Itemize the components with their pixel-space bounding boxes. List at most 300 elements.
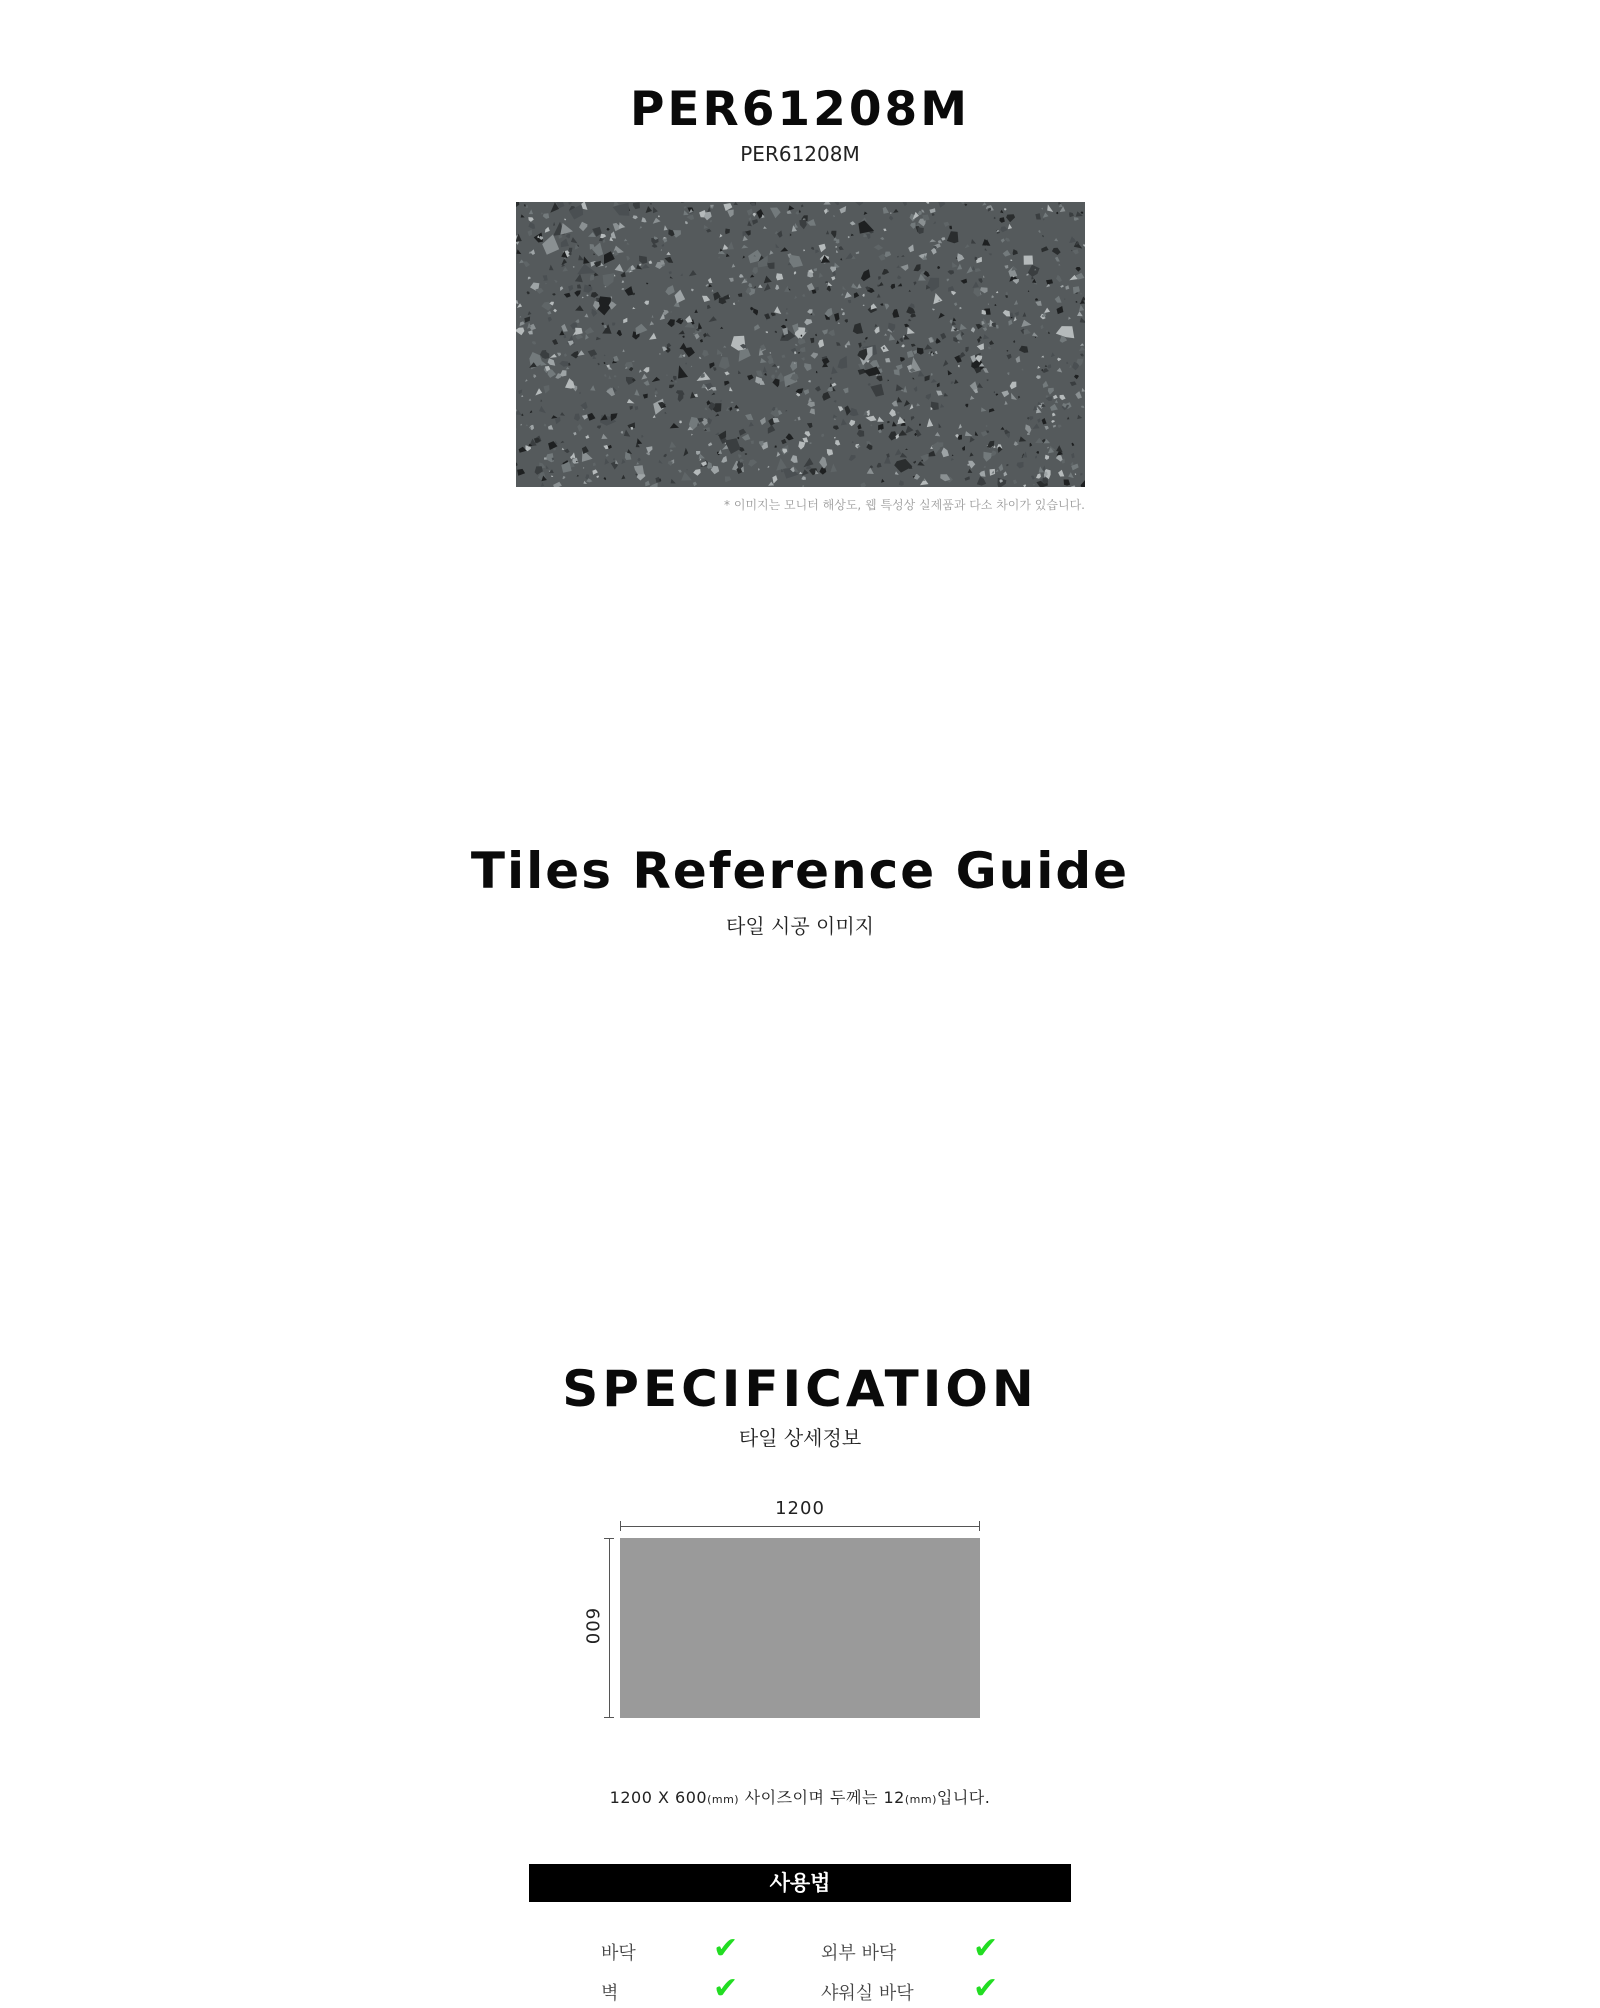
stone-chip bbox=[976, 324, 983, 330]
stone-chip bbox=[1055, 400, 1058, 404]
stone-chip bbox=[639, 370, 642, 373]
stone-chip bbox=[528, 217, 534, 222]
stone-chip bbox=[918, 370, 924, 376]
stone-chip bbox=[1033, 405, 1038, 410]
stone-chip bbox=[727, 242, 734, 250]
stone-chip bbox=[691, 434, 693, 436]
stone-chip bbox=[931, 373, 933, 376]
stone-chip bbox=[894, 459, 912, 473]
stone-chip bbox=[835, 440, 840, 446]
spec-desc-unit-2: (mm) bbox=[904, 1793, 937, 1806]
stone-chip bbox=[965, 204, 968, 207]
stone-chip bbox=[732, 264, 736, 268]
stone-chip bbox=[739, 349, 751, 362]
stone-chip bbox=[839, 246, 844, 250]
stone-chip bbox=[587, 413, 595, 421]
stone-chip bbox=[807, 402, 815, 408]
stone-chip bbox=[896, 340, 899, 344]
stone-chip bbox=[971, 239, 976, 244]
stone-chip bbox=[1016, 356, 1021, 363]
stone-chip bbox=[1007, 372, 1009, 375]
stone-chip bbox=[585, 436, 589, 439]
stone-chip bbox=[973, 288, 981, 297]
stone-chip bbox=[1036, 451, 1039, 454]
stone-chip bbox=[864, 367, 881, 377]
stone-chip bbox=[1041, 208, 1043, 210]
stone-chip bbox=[889, 216, 893, 221]
usage-label-wall: 벽 bbox=[601, 1983, 619, 2004]
stone-chip bbox=[737, 437, 739, 439]
stone-chip bbox=[909, 290, 911, 292]
height-dimension-line bbox=[609, 1538, 610, 1718]
stone-chip bbox=[1057, 358, 1061, 362]
stone-chip bbox=[745, 414, 753, 420]
stone-chip bbox=[1069, 236, 1076, 243]
stone-chip bbox=[815, 334, 817, 336]
stone-chip bbox=[874, 327, 879, 334]
stone-chip bbox=[1082, 388, 1085, 392]
stone-chip bbox=[1000, 210, 1003, 214]
stone-chip bbox=[541, 399, 543, 402]
stone-chip bbox=[845, 341, 850, 346]
stone-chip bbox=[517, 249, 522, 254]
stone-chip bbox=[552, 339, 558, 345]
stone-chip bbox=[737, 300, 739, 302]
tile-photo bbox=[516, 202, 1085, 487]
stone-chip bbox=[571, 351, 579, 359]
stone-chip bbox=[680, 273, 682, 276]
stone-chip bbox=[858, 343, 861, 349]
stone-chip bbox=[519, 447, 527, 453]
check-icon: ✔ bbox=[713, 1931, 739, 1966]
stone-chip bbox=[979, 336, 981, 339]
stone-chip bbox=[749, 422, 754, 427]
stone-chip bbox=[1006, 292, 1009, 296]
stone-chip bbox=[520, 424, 522, 426]
stone-chip bbox=[772, 379, 779, 388]
stone-chip bbox=[699, 357, 701, 359]
stone-chip bbox=[685, 315, 692, 322]
stone-chip bbox=[1052, 248, 1061, 255]
stone-chip bbox=[790, 362, 797, 372]
stone-chip bbox=[591, 292, 599, 298]
stone-chip bbox=[1065, 285, 1069, 290]
stone-chip bbox=[661, 249, 662, 251]
stone-chip bbox=[1031, 475, 1035, 479]
stone-chip bbox=[986, 425, 988, 427]
stone-chip bbox=[1043, 381, 1049, 388]
stone-chip bbox=[554, 280, 557, 283]
stone-chip bbox=[1068, 317, 1071, 320]
stone-chip bbox=[941, 448, 949, 458]
stone-chip bbox=[1076, 301, 1078, 303]
stone-chip bbox=[738, 293, 742, 297]
stone-chip bbox=[970, 437, 975, 443]
stone-chip bbox=[810, 409, 816, 415]
stone-chip bbox=[611, 231, 616, 238]
stone-chip bbox=[1041, 246, 1049, 252]
stone-chip bbox=[985, 248, 988, 251]
stone-chip bbox=[804, 319, 812, 325]
stone-chip bbox=[1056, 326, 1075, 338]
stone-chip bbox=[752, 219, 758, 225]
stone-chip bbox=[988, 303, 989, 304]
stone-chip bbox=[774, 306, 781, 314]
stone-chip bbox=[913, 282, 916, 286]
stone-chip bbox=[799, 220, 807, 230]
stone-chip bbox=[875, 324, 878, 327]
stone-chip bbox=[878, 276, 881, 280]
stone-chip bbox=[913, 350, 917, 355]
stone-chip bbox=[577, 284, 581, 288]
stone-chip bbox=[707, 305, 711, 309]
stone-chip bbox=[926, 393, 931, 399]
check-icon: ✔ bbox=[713, 1971, 739, 2006]
stone-chip bbox=[621, 272, 626, 278]
stone-chip bbox=[685, 362, 687, 364]
stone-chip bbox=[800, 347, 806, 352]
stone-chip bbox=[542, 234, 559, 254]
stone-chip bbox=[819, 273, 824, 278]
stone-chip bbox=[1075, 473, 1077, 475]
stone-chip bbox=[951, 458, 954, 461]
stone-chip bbox=[1037, 402, 1042, 405]
stone-chip bbox=[637, 438, 642, 444]
stone-chip bbox=[634, 465, 644, 474]
stone-chip bbox=[772, 475, 777, 483]
stone-chip bbox=[633, 293, 636, 295]
stone-chip bbox=[1055, 257, 1060, 262]
stone-chip bbox=[588, 349, 598, 357]
stone-chip bbox=[936, 391, 943, 396]
stone-chip bbox=[539, 406, 546, 413]
stone-chip bbox=[970, 452, 974, 456]
stone-chip bbox=[676, 318, 684, 324]
stone-chip bbox=[1071, 443, 1074, 447]
stone-chip bbox=[1044, 426, 1049, 430]
stone-chip bbox=[948, 286, 954, 292]
stone-chip bbox=[683, 210, 688, 215]
stone-chip bbox=[528, 230, 533, 237]
stone-chip bbox=[1007, 350, 1009, 352]
stone-chip bbox=[704, 407, 707, 410]
stone-chip bbox=[649, 260, 653, 264]
stone-chip bbox=[769, 250, 773, 255]
stone-chip bbox=[605, 266, 607, 268]
stone-chip bbox=[822, 329, 828, 334]
stone-chip bbox=[977, 383, 983, 388]
stone-chip bbox=[878, 282, 883, 287]
stone-chip bbox=[558, 235, 562, 239]
stone-chip bbox=[802, 469, 809, 476]
stone-chip bbox=[807, 309, 812, 314]
stone-chip bbox=[544, 424, 547, 427]
stone-chip bbox=[663, 454, 667, 458]
stone-chip bbox=[604, 374, 607, 377]
stone-chip bbox=[770, 352, 772, 354]
check-icon: ✔ bbox=[973, 1971, 999, 2006]
stone-chip bbox=[726, 253, 730, 257]
stone-chip bbox=[636, 462, 639, 465]
stone-chip bbox=[835, 246, 837, 248]
stone-chip bbox=[1023, 329, 1030, 335]
stone-chip bbox=[927, 418, 933, 427]
stone-chip bbox=[686, 215, 694, 220]
stone-chip bbox=[900, 357, 905, 362]
stone-chip bbox=[1038, 230, 1041, 233]
stone-chip bbox=[725, 476, 731, 482]
stone-chip bbox=[886, 453, 890, 458]
stone-chip bbox=[947, 231, 959, 243]
stone-chip bbox=[883, 229, 886, 232]
stone-chip bbox=[767, 466, 769, 468]
stone-chip bbox=[1066, 362, 1068, 365]
stone-chip bbox=[623, 318, 627, 323]
stone-chip bbox=[593, 463, 596, 467]
stone-chip bbox=[1006, 214, 1015, 222]
usage-label-exterior-floor: 외부 바닥 bbox=[821, 1943, 897, 1964]
stone-chip bbox=[552, 293, 555, 295]
stone-chip bbox=[641, 264, 650, 269]
stone-chip bbox=[1030, 443, 1033, 447]
stone-chip bbox=[839, 206, 846, 214]
stone-chip bbox=[992, 323, 997, 327]
stone-chip bbox=[693, 469, 701, 476]
stone-chip bbox=[659, 460, 663, 464]
stone-chip bbox=[734, 202, 739, 205]
stone-chip bbox=[644, 380, 650, 385]
stone-chip bbox=[874, 244, 884, 250]
stone-chip bbox=[937, 383, 940, 388]
stone-chip bbox=[557, 353, 561, 357]
stone-chip bbox=[1045, 365, 1048, 367]
stone-chip bbox=[575, 319, 579, 323]
stone-chip bbox=[850, 408, 859, 416]
stone-chip bbox=[980, 287, 988, 293]
stone-chip bbox=[1060, 285, 1064, 288]
stone-chip bbox=[834, 418, 836, 419]
stone-chip bbox=[646, 282, 648, 284]
stone-chip bbox=[954, 379, 959, 384]
stone-chip bbox=[799, 472, 803, 474]
stone-chip bbox=[1074, 217, 1079, 221]
stone-chip bbox=[965, 431, 973, 436]
stone-chip bbox=[549, 265, 554, 271]
stone-chip bbox=[707, 420, 712, 425]
stone-chip bbox=[724, 371, 729, 375]
stone-chip bbox=[521, 395, 523, 397]
stone-chip bbox=[982, 202, 986, 205]
stone-chip bbox=[719, 234, 722, 238]
stone-chip bbox=[743, 236, 748, 241]
stone-chip bbox=[999, 217, 1004, 223]
stone-chip bbox=[548, 425, 553, 430]
stone-chip bbox=[668, 461, 673, 466]
stone-chip bbox=[715, 432, 720, 435]
stone-chip bbox=[811, 352, 818, 358]
stone-chip bbox=[771, 313, 776, 317]
stone-chip bbox=[1070, 462, 1073, 466]
stone-chip bbox=[1064, 298, 1066, 300]
stone-chip bbox=[543, 275, 548, 281]
stone-chip bbox=[1001, 238, 1005, 242]
stone-chip bbox=[583, 285, 592, 293]
stone-chip bbox=[1027, 274, 1029, 276]
stone-chip bbox=[751, 441, 754, 445]
stone-chip bbox=[887, 421, 891, 424]
stone-chip bbox=[993, 445, 995, 448]
stone-chip bbox=[867, 468, 874, 475]
stone-chip bbox=[901, 344, 904, 347]
usage-label-floor: 바닥 bbox=[601, 1943, 636, 1964]
stone-chip bbox=[1056, 212, 1058, 215]
stone-chip bbox=[764, 276, 772, 284]
stone-chip bbox=[1083, 244, 1085, 246]
stone-chip bbox=[882, 269, 889, 275]
stone-chip bbox=[754, 286, 756, 288]
stone-chip bbox=[950, 320, 953, 324]
stone-chip bbox=[1006, 464, 1009, 467]
stone-chip bbox=[1019, 436, 1026, 441]
stone-chip bbox=[883, 207, 889, 214]
stone-chip bbox=[994, 391, 995, 393]
stone-chip bbox=[1079, 346, 1085, 351]
stone-chip bbox=[521, 214, 525, 217]
stone-chip bbox=[803, 249, 805, 251]
stone-chip bbox=[1051, 420, 1055, 423]
stone-chip bbox=[808, 397, 812, 402]
stone-chip bbox=[646, 446, 653, 453]
stone-chip bbox=[895, 449, 902, 456]
stone-chip bbox=[813, 268, 817, 271]
stone-chip bbox=[718, 450, 722, 454]
stone-chip bbox=[892, 400, 898, 406]
stone-chip bbox=[670, 423, 679, 428]
stone-chip bbox=[1070, 381, 1077, 386]
stone-chip bbox=[895, 471, 899, 475]
stone-chip bbox=[678, 470, 682, 473]
stone-chip bbox=[801, 204, 804, 207]
stone-chip bbox=[1003, 310, 1010, 317]
stone-chip bbox=[719, 357, 730, 369]
stone-chip bbox=[1059, 264, 1061, 266]
stone-chip bbox=[918, 211, 922, 216]
spec-desc-size: 1200 X 600 bbox=[609, 1788, 708, 1807]
stone-chip bbox=[573, 432, 577, 436]
stone-chip bbox=[970, 381, 978, 390]
stone-chip bbox=[516, 462, 518, 466]
stone-chip bbox=[984, 466, 987, 468]
stone-chip bbox=[951, 291, 956, 295]
stone-chip bbox=[1036, 375, 1041, 379]
stone-chip bbox=[533, 374, 536, 378]
stone-chip bbox=[833, 414, 838, 418]
stone-chip bbox=[863, 341, 866, 343]
stone-chip bbox=[1033, 484, 1035, 486]
stone-chip bbox=[525, 379, 528, 382]
stone-chip bbox=[958, 365, 960, 368]
stone-chip bbox=[961, 202, 965, 204]
stone-chip bbox=[730, 401, 733, 403]
stone-chip bbox=[516, 328, 524, 336]
stone-chip bbox=[1052, 413, 1056, 417]
guide-subtitle: 타일 시공 이미지 bbox=[726, 914, 874, 938]
stone-chip bbox=[896, 265, 899, 268]
stone-chip bbox=[983, 327, 987, 331]
stone-chip bbox=[678, 330, 684, 334]
stone-chip bbox=[730, 407, 733, 411]
stone-chip bbox=[996, 291, 999, 293]
stone-chip bbox=[570, 456, 573, 460]
image-disclaimer: * 이미지는 모니터 해상도, 웹 특성상 실제품과 다소 차이가 있습니다. bbox=[724, 498, 1085, 512]
spec-subtitle: 타일 상세정보 bbox=[738, 1426, 862, 1450]
stone-chip bbox=[1054, 238, 1058, 241]
stone-chip bbox=[807, 423, 813, 428]
stone-chip bbox=[530, 249, 535, 255]
stone-chip bbox=[1074, 375, 1079, 380]
height-dimension-cap-bottom bbox=[604, 1717, 614, 1718]
stone-chip bbox=[600, 234, 606, 239]
stone-chip bbox=[603, 273, 615, 287]
stone-chip bbox=[971, 327, 975, 332]
stone-chip bbox=[753, 308, 758, 315]
stone-chip bbox=[1069, 212, 1074, 217]
spec-desc-mid: 사이즈이며 두께는 12 bbox=[739, 1788, 905, 1807]
stone-chip bbox=[670, 311, 672, 313]
stone-chip bbox=[678, 393, 684, 402]
stone-chip bbox=[625, 286, 634, 296]
stone-chip bbox=[561, 259, 567, 265]
stone-chip bbox=[530, 410, 533, 413]
stone-chip bbox=[944, 222, 950, 227]
stone-chip bbox=[693, 482, 697, 487]
stone-chip bbox=[899, 337, 903, 342]
stone-chip bbox=[843, 286, 847, 291]
stone-chip bbox=[868, 383, 871, 386]
stone-chip bbox=[1035, 336, 1036, 338]
stone-chip bbox=[750, 307, 754, 311]
stone-chip bbox=[802, 294, 805, 297]
stone-chip bbox=[884, 252, 891, 258]
stone-chip bbox=[649, 333, 657, 340]
stone-chip bbox=[838, 322, 841, 323]
stone-chip bbox=[989, 408, 995, 412]
stone-chip bbox=[983, 334, 989, 339]
stone-chip bbox=[686, 469, 688, 470]
stone-chip bbox=[904, 324, 909, 328]
stone-chip bbox=[877, 417, 884, 422]
stone-chip bbox=[828, 330, 835, 337]
stone-chip bbox=[780, 327, 795, 341]
stone-chip bbox=[547, 311, 551, 315]
stone-chip bbox=[747, 221, 752, 227]
stone-chip bbox=[924, 344, 932, 350]
stone-chip bbox=[943, 360, 948, 367]
stone-chip bbox=[645, 481, 650, 487]
stone-chip bbox=[936, 338, 941, 344]
stone-chip bbox=[681, 202, 684, 203]
product-code: PER61208M bbox=[740, 142, 860, 166]
stone-chip bbox=[566, 367, 570, 370]
stone-chip bbox=[1071, 250, 1073, 251]
stone-chip bbox=[851, 234, 854, 236]
stone-chip bbox=[604, 477, 607, 480]
stone-chip bbox=[544, 385, 550, 394]
stone-chip bbox=[736, 409, 739, 412]
stone-chip bbox=[981, 407, 987, 411]
stone-chip bbox=[559, 361, 568, 367]
stone-chip bbox=[652, 377, 661, 382]
